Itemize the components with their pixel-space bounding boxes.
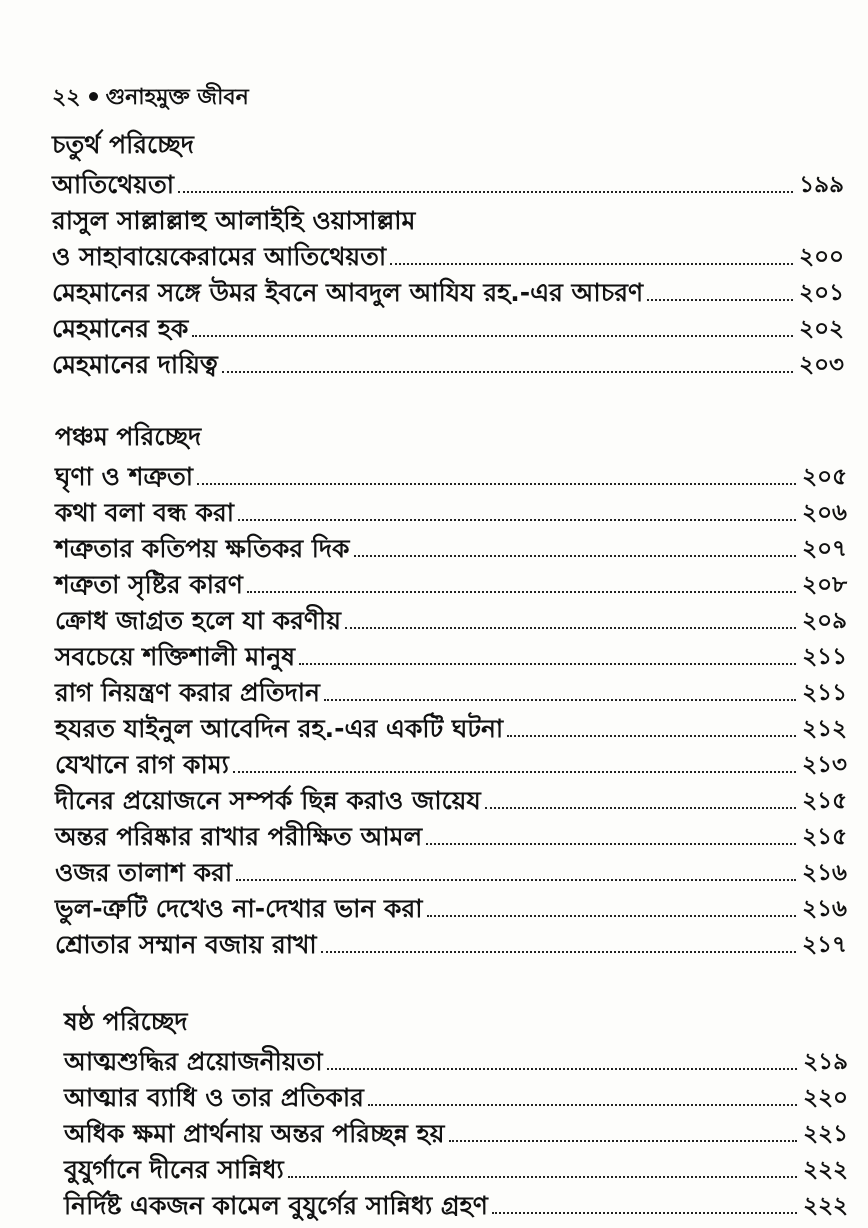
toc-entry [52,272,844,308]
toc-entry [52,236,844,272]
toc-entry-title: ঘৃণা ও শত্রুতা [55,462,194,491]
toc-entry [64,1113,848,1149]
dot-leader [222,371,793,373]
dot-leader [485,807,796,809]
dot-leader [236,879,796,881]
toc-entry [64,1041,848,1077]
toc-entry-page: ২১৯ [803,1049,848,1075]
dot-leader [426,843,796,845]
toc-entry-title: যেখানে রাগ কাম্য [55,750,229,779]
dot-leader [390,263,793,265]
dot-leader [324,699,796,701]
toc-entry [64,1185,848,1221]
toc-entry [64,1149,848,1185]
toc-entry-title: মেহমানের হক [52,314,189,343]
toc-entry [55,564,847,600]
toc-entry-title: দীনের প্রয়োজনে সম্পর্ক ছিন্ন করাও জায়েয [55,786,481,815]
dot-leader [368,1104,797,1106]
dot-leader [197,483,796,485]
toc-entry [64,1077,848,1113]
dot-leader [238,519,796,521]
toc-entry-page: ২১১ [802,644,847,670]
toc-entry [55,744,847,780]
toc-entry [55,636,847,672]
toc-entry [52,164,844,200]
toc-entry-page: ২১৩ [802,752,847,778]
toc-entry-title: শ্রোতার সম্মান বজায় রাখা [55,930,317,959]
toc-entry-page: ২০২ [799,316,844,342]
toc-entry-title: রাসুল সাল্লাল্লাহু আলাইহি ওয়াসাল্লাম [52,206,416,235]
toc-entry-title: অধিক ক্ষমা প্রার্থনায় অন্তর পরিচ্ছন্ন হয় [64,1119,445,1148]
toc-entry-title: ক্রোধ জাগ্রত হলে যা করণীয় [55,606,341,635]
toc-entry-page: ২২০ [803,1085,848,1111]
toc-entry-title: নির্দিষ্ট একজন কামেল বুযুর্গের সান্নিধ্য গ্রহণ [64,1191,488,1220]
toc-entry-page: ২০১ [799,280,844,306]
dot-leader [449,1140,798,1142]
toc-entry-title: কথা বলা বন্ধ করা [55,498,235,527]
toc-entry [55,780,847,816]
toc-entry-title: ওজর তালাশ করা [55,858,233,887]
toc-entry [55,888,847,924]
toc-entry [52,344,844,380]
toc-entry-page: ২১৬ [802,896,847,922]
toc-entry [55,924,847,960]
dot-leader [327,1068,798,1070]
dot-leader [321,951,797,953]
dot-leader [427,915,797,917]
toc-entry-page: ২১৫ [802,824,847,850]
toc-entry [55,672,847,708]
dot-leader [233,771,796,773]
section-chapter-6 [64,1003,848,1221]
toc-entry-title: ভুল-ত্রুটি দেখেও না-দেখার ভান করা [55,894,423,923]
header-book-title: গুনাহমুক্ত জীবন [105,85,249,110]
toc-entry [52,200,844,236]
toc-entry-title: আত্মশুদ্ধির প্রয়োজনীয়তা [64,1047,323,1076]
toc-entry-title: বুযুর্গানে দীনের সান্নিধ্য [64,1155,284,1184]
section-chapter-4 [52,126,844,380]
header-page-number: ২২ [52,85,81,110]
toc-entry [55,708,847,744]
toc-entry [55,528,847,564]
toc-entry-page: ২০৩ [799,352,844,378]
toc-entry-page: ২০৯ [802,608,847,634]
dot-leader [647,299,793,301]
toc-entry [55,456,847,492]
dot-leader [299,663,796,665]
toc-entry-title: মেহমানের দায়িত্ব [52,350,218,379]
toc-entry [52,308,844,344]
toc-entry [55,492,847,528]
toc-entry-page: ১৯৯ [799,172,844,198]
toc-entry [55,852,847,888]
toc-entry-page: ২০৫ [802,464,847,490]
toc-entry-title: শত্রুতার কতিপয় ক্ষতিকর দিক [55,534,350,563]
toc-entry-title: আতিথেয়তা [52,170,175,199]
dot-leader [492,1212,797,1214]
bullet-icon [89,92,98,101]
toc-entry-page: ২২২ [803,1157,848,1183]
toc-entry-page: ২১২ [802,716,847,742]
section-title: পঞ্চম পরিচ্ছেদ [55,422,202,451]
toc-entry-page: ২২১ [803,1121,848,1147]
dot-leader [354,555,797,557]
toc-entry-title: আত্মার ব্যাধি ও তার প্রতিকার [64,1083,364,1112]
toc-entry-page: ২০৬ [802,500,847,526]
toc-entry-page: ২১৭ [802,932,847,958]
toc-entry [55,816,847,852]
dot-leader [178,191,793,193]
dot-leader [192,335,793,337]
toc-entry-page: ২০৮ [802,572,847,598]
toc-entry-page: ২০০ [799,244,844,270]
toc-entry-title: সবচেয়ে শক্তিশালী মানুষ [55,642,296,671]
section-title: ষষ্ঠ পরিচ্ছেদ [64,1007,188,1036]
section-title: চতুর্থ পরিচ্ছেদ [52,130,194,159]
dot-leader [247,591,796,593]
dot-leader [288,1176,797,1178]
toc-entry-page: ২২২ [803,1193,848,1219]
toc-entry-page: ২১৫ [802,788,847,814]
toc-entry [55,600,847,636]
toc-entry-page: ২১৬ [802,860,847,886]
running-header [52,80,249,117]
section-chapter-5 [55,418,847,960]
toc-entry-title: অন্তর পরিষ্কার রাখার পরীক্ষিত আমল [55,822,423,851]
toc-entry-page: ২১১ [802,680,847,706]
dot-leader [345,627,796,629]
dot-leader [507,735,796,737]
toc-entry-title: ও সাহাবায়েকেরামের আতিথেয়তা [52,242,387,271]
toc-entry-page: ২০৭ [802,536,847,562]
toc-entry-title: মেহমানের সঙ্গে উমর ইবনে আবদুল আযিয রহ.-এর আচরণ [52,278,644,307]
toc-entry-title: শত্রুতা সৃষ্টির কারণ [55,570,243,599]
toc-entry-title: হযরত যাইনুল আবেদিন রহ.-এর একটি ঘটনা [55,714,504,743]
toc-entry-title: রাগ নিয়ন্ত্রণ করার প্রতিদান [55,678,320,707]
